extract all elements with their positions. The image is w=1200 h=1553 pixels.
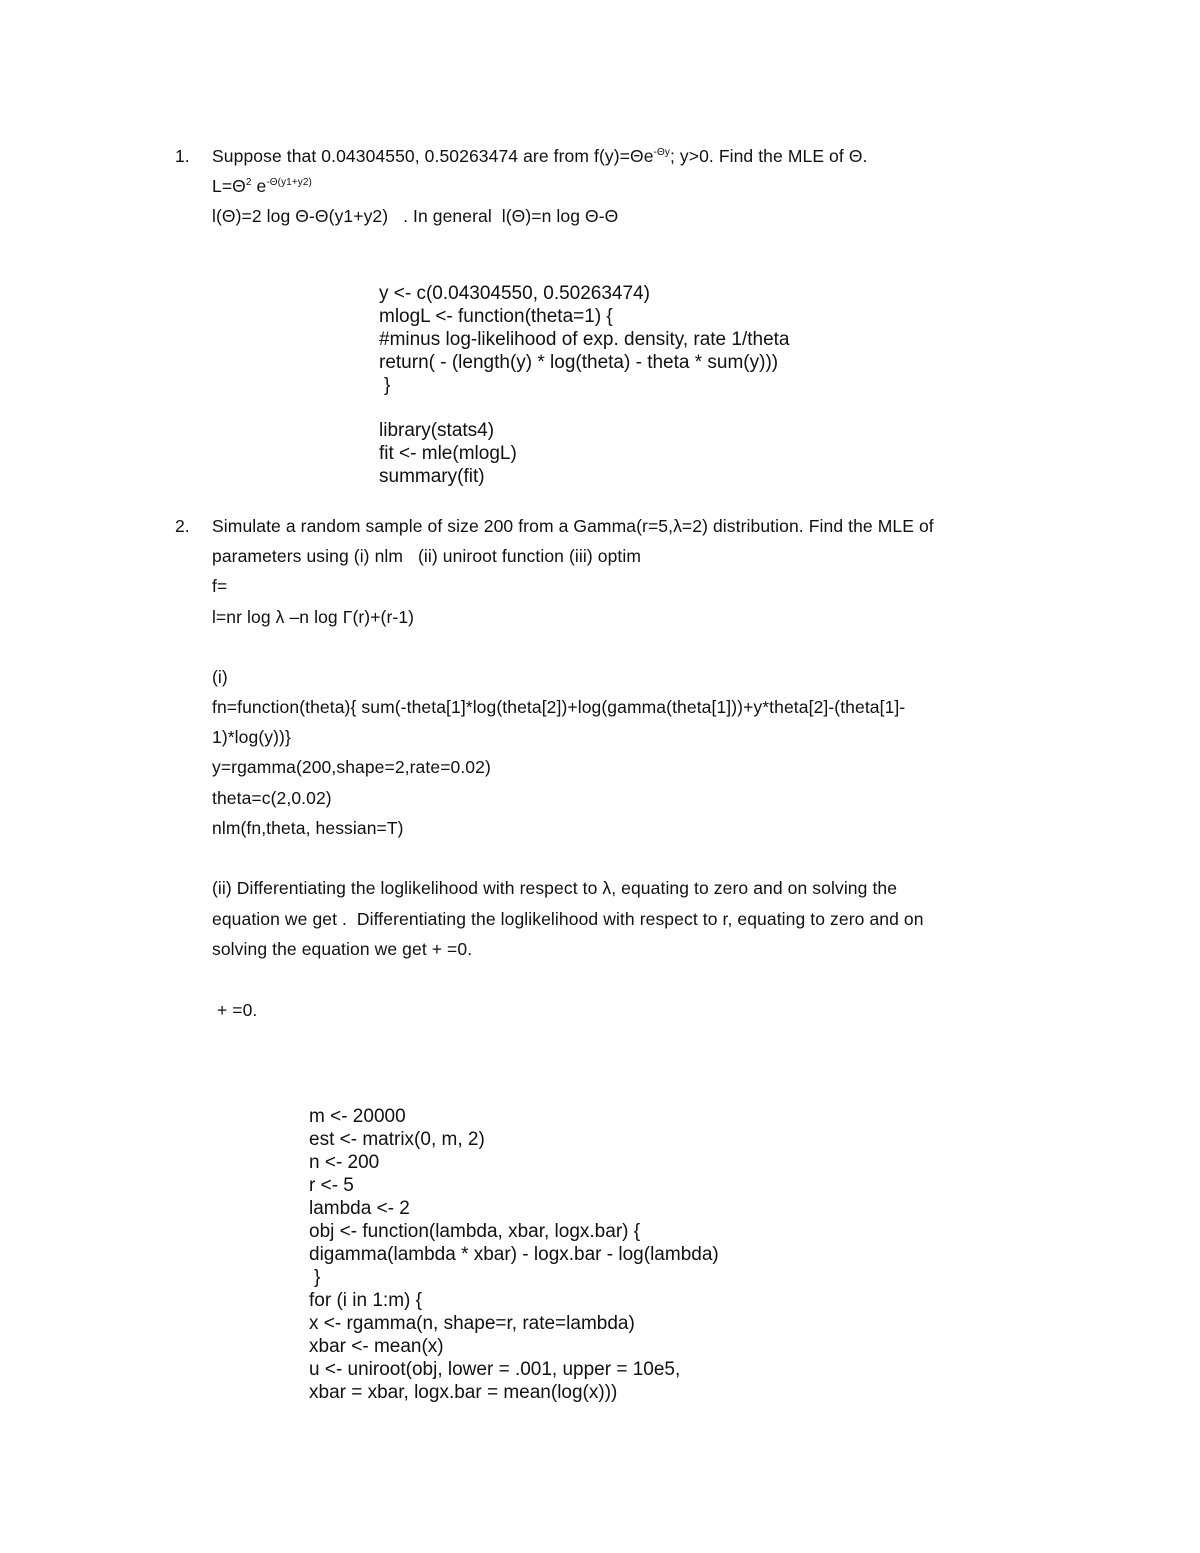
- q1-code-line: #minus log-likelihood of exp. density, rate 1/theta: [379, 329, 790, 350]
- question-1-number: 1.: [175, 146, 190, 166]
- question-1-statement: [212, 146, 868, 167]
- part-ii-text: (ii) Differentiating the loglikelihood with respect to λ, equating to zero and on solving the: [212, 878, 898, 898]
- q2-code-line: xbar <- mean(x): [309, 1336, 444, 1357]
- q1-code-line: summary(fit): [379, 466, 485, 487]
- likelihood-formula: [212, 176, 312, 197]
- q2-code-line: obj <- function(lambda, xbar, logx.bar) {: [309, 1221, 641, 1242]
- part-i-code-line: 1)*log(y))}: [212, 727, 291, 747]
- q2-code-line: for (i in 1:m) {: [309, 1290, 422, 1311]
- q2-code-line: x <- rgamma(n, shape=r, rate=lambda): [309, 1313, 635, 1334]
- question-2-statement-cont: parameters using (i) nlm (ii) uniroot function (iii) optim: [212, 546, 642, 566]
- part-ii-text: equation we get . Differentiating the loglikelihood with respect to r, equating to zero and on: [212, 909, 924, 929]
- q2-code-line: lambda <- 2: [309, 1198, 410, 1219]
- q1-code-line: y <- c(0.04304550, 0.50263474): [379, 283, 650, 304]
- q2-code-line: u <- uniroot(obj, lower = .001, upper = 10e5,: [309, 1359, 681, 1380]
- part-i-code-line: fn=function(theta){ sum(-theta[1]*log(theta[2])+log(gamma(theta[1]))+y*theta[2]-(theta[1]-: [212, 697, 906, 717]
- q2-code-line: est <- matrix(0, m, 2): [309, 1129, 485, 1150]
- likelihood-base: L=Θ: [212, 176, 246, 196]
- likelihood-e: e: [251, 176, 267, 196]
- part-ii-equation: + =0.: [212, 1000, 258, 1020]
- q1-code-line: fit <- mle(mlogL): [379, 443, 517, 464]
- q1-code-line: library(stats4): [379, 420, 495, 441]
- loglikelihood-formula: l(Θ)=2 log Θ-Θ(y1+y2) . In general l(Θ)=n log Θ-Θ: [212, 206, 619, 226]
- question-2-number: 2.: [175, 516, 190, 536]
- gamma-loglikelihood: l=nr log λ –n log Γ(r)+(r-1): [212, 607, 415, 627]
- q1-exponent: -Θy: [653, 147, 670, 158]
- question-2-statement: Simulate a random sample of size 200 from a Gamma(r=5,λ=2) distribution. Find the MLE of: [212, 516, 934, 536]
- q1-code-line: mlogL <- function(theta=1) {: [379, 306, 613, 327]
- part-i-label: (i): [212, 667, 228, 687]
- part-i-code-line: nlm(fn,theta, hessian=T): [212, 818, 404, 838]
- q1-code-line: return( - (length(y) * log(theta) - theta * sum(y))): [379, 352, 779, 373]
- q2-code-line: }: [314, 1267, 321, 1288]
- q1-code-line: }: [384, 375, 391, 396]
- q1-statement-text: Suppose that 0.04304550, 0.50263474 are from f(y)=Θe: [212, 146, 654, 166]
- q2-code-line: n <- 200: [309, 1152, 380, 1173]
- q1-statement-end: ; y>0. Find the MLE of Θ.: [669, 146, 868, 166]
- part-i-code-line: y=rgamma(200,shape=2,rate=0.02): [212, 757, 491, 777]
- part-ii-text: solving the equation we get + =0.: [212, 939, 473, 959]
- q2-code-line: xbar = xbar, logx.bar = mean(log(x))): [309, 1382, 618, 1403]
- likelihood-exponent: -Θ(y1+y2): [266, 177, 312, 188]
- q2-code-line: digamma(lambda * xbar) - logx.bar - log(lambda): [309, 1244, 719, 1265]
- density-formula: f=: [212, 576, 228, 596]
- likelihood-power: 2: [245, 177, 252, 188]
- part-i-code-line: theta=c(2,0.02): [212, 788, 332, 808]
- q2-code-line: m <- 20000: [309, 1106, 406, 1127]
- q2-code-line: r <- 5: [309, 1175, 354, 1196]
